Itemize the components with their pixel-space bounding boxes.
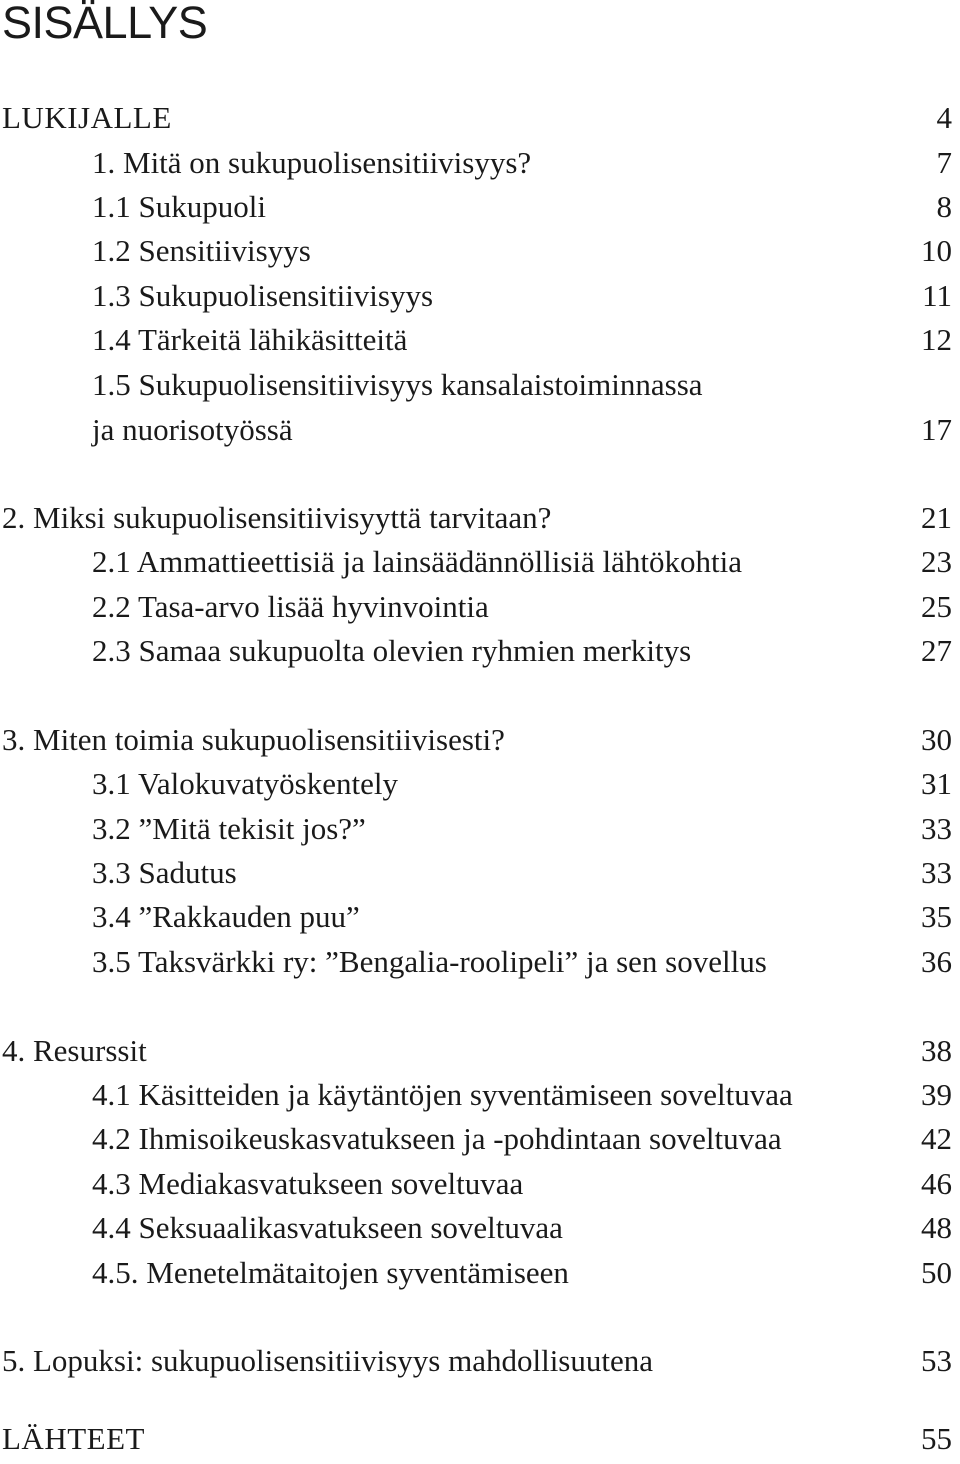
toc-entry-1-2[interactable] bbox=[0, 231, 960, 271]
toc-entry-label: 3.3 Sadutus bbox=[92, 855, 237, 890]
toc-entry-1-5[interactable] bbox=[0, 365, 960, 405]
toc-entry-chapter-3[interactable] bbox=[0, 720, 960, 760]
toc-entry-label: 1.4 Tärkeitä lähikäsitteitä bbox=[92, 322, 408, 357]
toc-entry-page: 17 bbox=[921, 412, 952, 447]
toc-entry-label: 3.5 Taksvärkki ry: ”Bengalia-roolipeli” ja sen sovellus bbox=[92, 944, 767, 979]
toc-entry-page: 53 bbox=[921, 1343, 952, 1378]
toc-entry-page: 31 bbox=[921, 766, 952, 801]
toc-entry-label: 1.3 Sukupuolisensitiivisyys bbox=[92, 278, 434, 313]
toc-entry-page: 36 bbox=[921, 944, 952, 979]
toc-entry-4-2[interactable] bbox=[0, 1119, 960, 1159]
toc-entry-2-1[interactable] bbox=[0, 542, 960, 582]
toc-entry-page: 33 bbox=[921, 855, 952, 890]
toc-entry-page: 30 bbox=[921, 722, 952, 757]
toc-entry-page: 39 bbox=[921, 1077, 952, 1112]
toc-entry-label: 4. Resurssit bbox=[2, 1033, 147, 1068]
toc-entry-lukijalle[interactable] bbox=[0, 98, 960, 138]
toc-entry-page: 4 bbox=[936, 100, 952, 135]
toc-entry-4-3[interactable] bbox=[0, 1164, 960, 1204]
toc-entry-page: 7 bbox=[936, 145, 952, 180]
toc-entry-label: 5. Lopuksi: sukupuolisensitiivisyys mahdollisuutena bbox=[2, 1343, 653, 1378]
toc-entry-page: 10 bbox=[921, 233, 952, 268]
toc-entry-chapter-4[interactable] bbox=[0, 1031, 960, 1071]
toc-entry-4-5[interactable] bbox=[0, 1253, 960, 1293]
toc-entry-label: 1.1 Sukupuoli bbox=[92, 189, 266, 224]
toc-entry-page: 35 bbox=[921, 899, 952, 934]
toc-entry-1-5-continued[interactable] bbox=[0, 410, 960, 450]
toc-entry-1-4[interactable] bbox=[0, 320, 960, 360]
toc-entry-label: 3.2 ”Mitä tekisit jos?” bbox=[92, 811, 366, 846]
toc-entry-lahteet[interactable] bbox=[0, 1419, 960, 1459]
toc-entry-2-2[interactable] bbox=[0, 587, 960, 627]
page-title: SISÄLLYS bbox=[2, 0, 208, 48]
toc-entry-page: 50 bbox=[921, 1255, 952, 1290]
toc-entry-2-3[interactable] bbox=[0, 631, 960, 671]
toc-entry-page: 33 bbox=[921, 811, 952, 846]
toc-entry-label: LÄHTEET bbox=[2, 1421, 145, 1456]
toc-entry-label: 2.3 Samaa sukupuolta olevien ryhmien merkitys bbox=[92, 633, 692, 668]
toc-entry-4-1[interactable] bbox=[0, 1075, 960, 1115]
toc-entry-3-3[interactable] bbox=[0, 853, 960, 893]
toc-entry-4-4[interactable] bbox=[0, 1208, 960, 1248]
toc-entry-label: 3.1 Valokuvatyöskentely bbox=[92, 766, 398, 801]
toc-entry-label: LUKIJALLE bbox=[2, 100, 172, 135]
toc-entry-1-1[interactable] bbox=[0, 187, 960, 227]
toc-entry-label: 1.2 Sensitiivisyys bbox=[92, 233, 311, 268]
toc-entry-page: 25 bbox=[921, 589, 952, 624]
toc-entry-chapter-1[interactable] bbox=[0, 143, 960, 183]
toc-entry-label: 2. Miksi sukupuolisensitiivisyyttä tarvitaan? bbox=[2, 500, 552, 535]
toc-entry-label: 2.2 Tasa-arvo lisää hyvinvointia bbox=[92, 589, 489, 624]
toc-entry-page: 12 bbox=[921, 322, 952, 357]
toc-entry-page: 27 bbox=[921, 633, 952, 668]
toc-entry-label: 1. Mitä on sukupuolisensitiivisyys? bbox=[92, 145, 532, 180]
toc-entry-3-4[interactable] bbox=[0, 897, 960, 937]
toc-entry-chapter-5[interactable] bbox=[0, 1341, 960, 1381]
toc-entry-label: ja nuorisotyössä bbox=[92, 412, 293, 447]
toc-entry-page: 8 bbox=[936, 189, 952, 224]
toc-entry-3-2[interactable] bbox=[0, 809, 960, 849]
toc-entry-page: 48 bbox=[921, 1210, 952, 1245]
toc-entry-page: 11 bbox=[922, 278, 952, 313]
toc-entry-label: 4.4 Seksuaalikasvatukseen soveltuvaa bbox=[92, 1210, 563, 1245]
toc-entry-label: 2.1 Ammattieettisiä ja lainsäädännöllisiä lähtökohtia bbox=[92, 544, 742, 579]
toc-entry-label: 1.5 Sukupuolisensitiivisyys kansalaistoiminnassa bbox=[92, 367, 703, 402]
toc-entry-chapter-2[interactable] bbox=[0, 498, 960, 538]
toc-entry-label: 4.5. Menetelmätaitojen syventämiseen bbox=[92, 1255, 569, 1290]
toc-entry-page: 46 bbox=[921, 1166, 952, 1201]
toc-entry-page: 38 bbox=[921, 1033, 952, 1068]
toc-entry-label: 3.4 ”Rakkauden puu” bbox=[92, 899, 360, 934]
toc-entry-page: 55 bbox=[921, 1421, 952, 1456]
toc-entry-label: 4.3 Mediakasvatukseen soveltuvaa bbox=[92, 1166, 524, 1201]
toc-entry-page: 21 bbox=[921, 500, 952, 535]
toc-entry-label: 3. Miten toimia sukupuolisensitiivisesti? bbox=[2, 722, 505, 757]
toc-entry-1-3[interactable] bbox=[0, 276, 960, 316]
toc-entry-3-5[interactable] bbox=[0, 942, 960, 982]
toc-entry-3-1[interactable] bbox=[0, 764, 960, 804]
toc-entry-label: 4.1 Käsitteiden ja käytäntöjen syventämiseen soveltuvaa bbox=[92, 1077, 793, 1112]
toc-entry-label: 4.2 Ihmisoikeuskasvatukseen ja -pohdintaan soveltuvaa bbox=[92, 1121, 782, 1156]
toc-entry-page: 23 bbox=[921, 544, 952, 579]
toc-entry-page: 42 bbox=[921, 1121, 952, 1156]
